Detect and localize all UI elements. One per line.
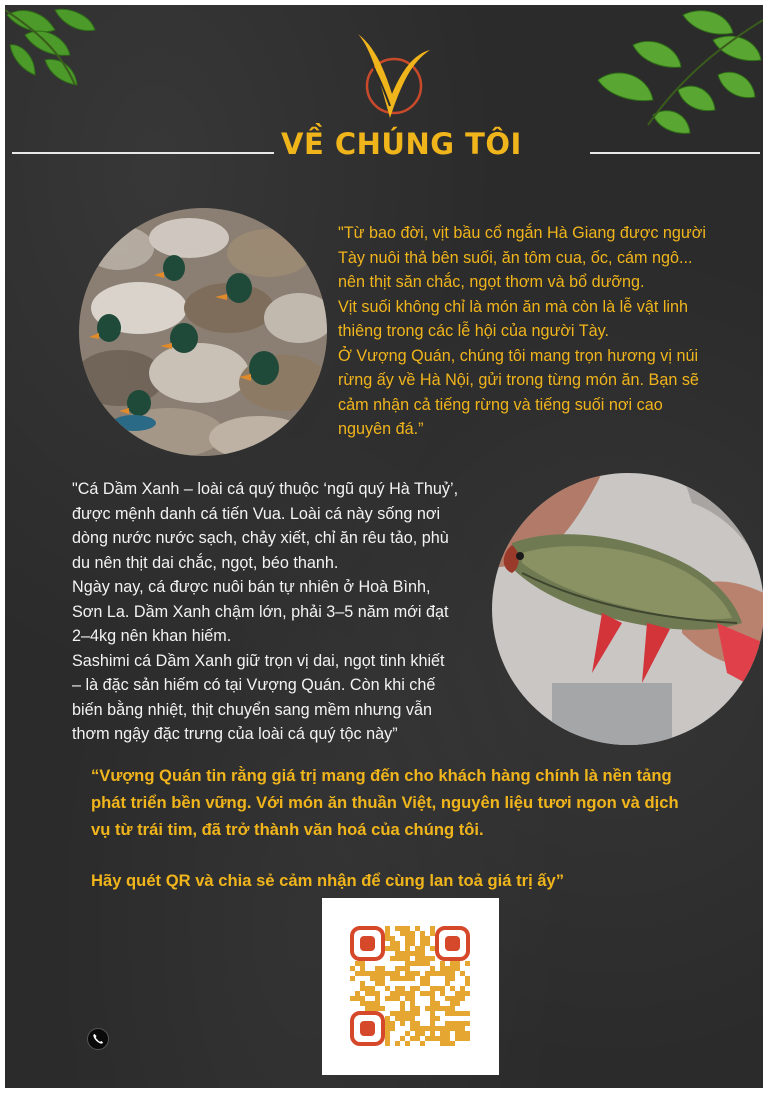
leaf-decoration-right [593,5,763,140]
fish-description [72,477,492,747]
fish-line: thơm ngậy đặc trưng của loài cá quý tộc này” [72,725,398,743]
title-divider-right [590,152,760,154]
duck-line: "Từ bao đời, vịt bầu cổ ngắn Hà Giang được người [338,224,706,242]
fish-line: "Cá Dầm Xanh – loài cá quý thuộc ‘ngũ quý Hà Thuỷ’, [72,480,459,498]
vuong-quan-logo [350,32,432,122]
fish-line: biến bằng nhiệt, thịt chuyển sang mềm nhưng vẫn [72,700,433,719]
fish-line: Sơn La. Dầm Xanh chậm lớn, phải 3–5 năm mới đạt [72,602,449,621]
fish-line: được mệnh danh cá tiến Vua. Loài cá này sống nơi [72,504,441,523]
qr-call-to-action: Hãy quét QR và chia sẻ cảm nhận để cùng lan toả giá trị ấy” [91,871,565,890]
fish-line: dòng nước nước sạch, chảy xiết, chỉ ăn rêu tảo, phù [72,529,449,547]
quote-line: vụ từ trái tim, đã trở thành văn hoá của chúng tôi. [91,820,484,839]
closing-quote [91,762,751,894]
duck-line: Vịt suối không chỉ là món ăn mà còn là lễ vật linh [338,297,689,316]
duck-line: nên thịt săn chắc, ngọt thơm và bổ dưỡng. [338,273,645,291]
fish-line: 2–4kg nên khan hiếm. [72,627,232,645]
fish-line: Ngày nay, cá được nuôi bán tự nhiên ở Hoà Bình, [72,578,431,596]
qr-code[interactable] [322,898,499,1075]
fish-line: – là đặc sản hiếm có tại Vượng Quán. Còn khi chế [72,676,436,694]
duck-line: cảm nhận cả tiếng rừng và tiếng suối nơi cao [338,395,663,414]
duck-line: thiêng trong các lễ hội của người Tày. [338,322,610,340]
qr-code-graphic [322,898,499,1075]
quote-line: phát triển bền vững. Với món ăn thuần Việt, nguyên liệu tươi ngon và dịch [91,793,679,812]
duck-line: rừng ấy về Hà Nội, gửi trong từng món ăn. Bạn sẽ [338,371,699,389]
phone-icon[interactable] [87,1028,109,1050]
title-divider-left [12,152,274,154]
duck-line: nguyên đá.” [338,420,424,438]
page-title: VỀ CHÚNG TÔI [281,127,522,161]
fish-line: Sashimi cá Dầm Xanh giữ trọn vị dai, ngọt tinh khiết [72,651,445,670]
duck-line: Tày nuôi thả bên suối, ăn tôm cua, ốc, cám ngô... [338,248,693,267]
fish-photo [492,473,763,745]
duck-photo [79,208,327,456]
about-us-flyer [5,5,763,1088]
quote-line: “Vượng Quán tin rằng giá trị mang đến cho khách hàng chính là nền tảng [91,766,672,785]
duck-description [338,221,758,442]
fish-line: du nên thịt dai chắc, ngọt, béo thanh. [72,553,339,572]
duck-line: Ở Vượng Quán, chúng tôi mang trọn hương vị núi [338,346,699,365]
leaf-decoration-left [5,5,105,100]
